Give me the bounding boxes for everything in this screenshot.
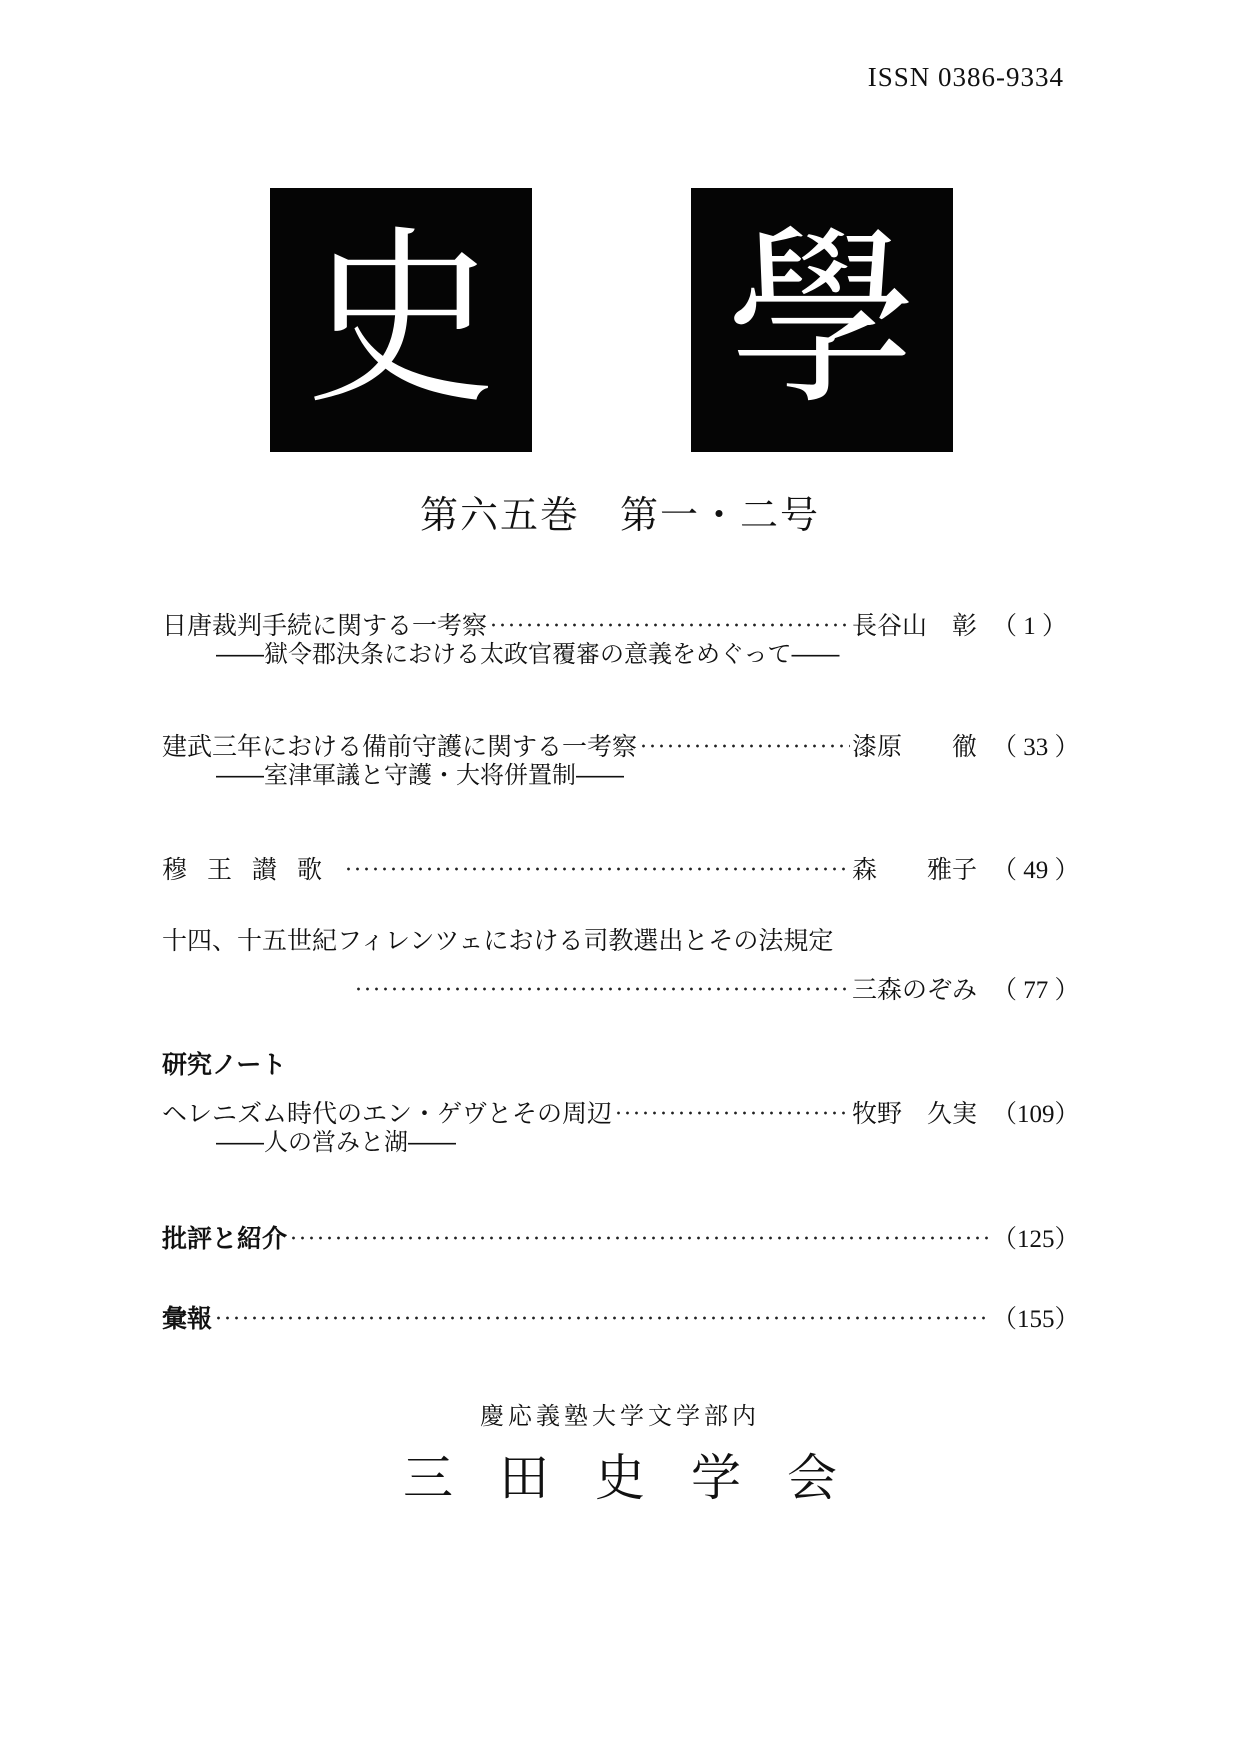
article-author: 牧野 久実 [852, 1099, 978, 1128]
title-character-block [691, 188, 953, 452]
leader-dots [214, 1289, 990, 1327]
article-subtitle: ――人の営みと湖―― [216, 1128, 456, 1156]
toc-entry [162, 1209, 1080, 1253]
toc-entry [162, 717, 1080, 795]
article-subtitle: ――室津軍議と守護・大将併置制―― [216, 761, 624, 789]
article-title: 日唐裁判手続に関する一考察 [162, 611, 488, 640]
title-character-block [270, 188, 532, 452]
article-author: 漆原 徹 [852, 732, 978, 761]
section-title: 彙報 [162, 1304, 213, 1333]
article-subtitle: ――獄令郡決条における太政官覆審の意義をめぐって―― [216, 640, 840, 668]
article-title: 穆王讃歌 [162, 855, 343, 884]
publisher-society: 三田史学会 [403, 1449, 883, 1507]
leader-dots [344, 840, 850, 878]
page-number: （ 33 ） [992, 734, 1080, 761]
toc-entry [162, 922, 1080, 1004]
toc-entry [162, 1289, 1080, 1333]
article-title: ヘレニズム時代のエン・ゲヴとその周辺 [162, 1099, 613, 1128]
leader-dots [489, 596, 850, 634]
article-author: 三森のぞみ [852, 975, 978, 1004]
title-character: 學 [726, 209, 917, 430]
article-title: 十四、十五世紀フィレンツェにおける司教選出とその法規定 [162, 926, 834, 955]
issn-number: ISSN 0386-9334 [867, 62, 1064, 92]
leader-dots [289, 1209, 990, 1247]
leader-dots [639, 717, 850, 755]
leader-dots [354, 960, 850, 998]
leader-dots [614, 1084, 850, 1122]
page-number: （ 77 ） [992, 977, 1080, 1004]
page-number: （125） [992, 1226, 1080, 1253]
article-title: 建武三年における備前守護に関する一考察 [162, 732, 638, 761]
article-author: 森 雅子 [852, 855, 978, 884]
volume-issue: 第六五巻 第一・二号 [419, 493, 820, 537]
section-title: 批評と紹介 [162, 1224, 288, 1253]
publisher-affiliation: 慶応義塾大学文学部内 [480, 1402, 760, 1430]
page-number: （109） [992, 1101, 1080, 1128]
page-number: （155） [992, 1306, 1080, 1333]
page-number: （ 49 ） [992, 857, 1080, 884]
toc-entry [162, 596, 1068, 674]
title-character: 史 [305, 209, 496, 430]
section-heading: 研究ノート [162, 1050, 287, 1079]
page-number: （ 1 ） [992, 613, 1068, 640]
toc-entry [162, 1046, 1080, 1162]
toc-entry [162, 840, 1080, 884]
article-author: 長谷山 彰 [852, 611, 978, 640]
